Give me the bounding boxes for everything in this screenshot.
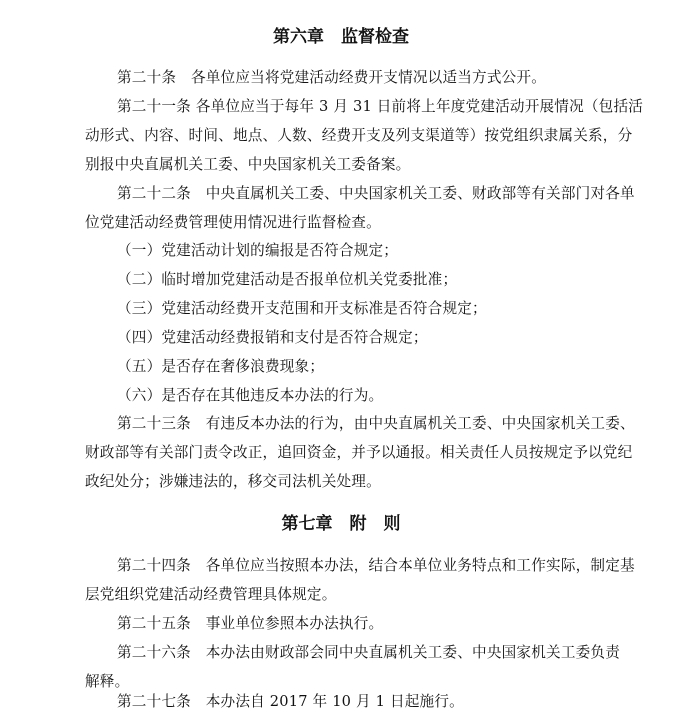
item-5: （五）是否存在奢侈浪费现象；	[117, 358, 325, 375]
item-1: （一）党建活动计划的编报是否符合规定；	[117, 242, 399, 259]
article-27: 第二十七条 本办法自 2017 年 10 月 1 日起施行。	[117, 693, 464, 710]
article-21-line-1: 第二十一条 各单位应当于每年 3 月 31 日前将上年度党建活动开展情况（包括活	[117, 98, 644, 115]
article-22-line-2: 位党建活动经费管理使用情况进行监督检查。	[85, 214, 381, 231]
item-6: （六）是否存在其他违反本办法的行为。	[117, 387, 384, 404]
article-24-line-1: 第二十四条 各单位应当按照本办法，结合本单位业务特点和工作实际，制定基	[117, 557, 635, 574]
article-21-line-2: 动形式、内容、时间、地点、人数、经费开支及列支渠道等）按党组织隶属关系，分	[85, 127, 633, 144]
article-23-line-1: 第二十三条 有违反本办法的行为，由中央直属机关工委、中央国家机关工委、	[117, 415, 635, 432]
article-26-line-1: 第二十六条 本办法由财政部会同中央直属机关工委、中央国家机关工委负责	[117, 644, 620, 661]
article-23-line-3: 政纪处分；涉嫌违法的，移交司法机关处理。	[85, 473, 381, 490]
article-26-line-2: 解释。	[85, 673, 130, 690]
article-23-line-2: 财政部等有关部门责令改正，追回资金，并予以通报。相关责任人员按规定予以党纪	[85, 444, 633, 461]
article-24-line-2: 层党组织党建活动经费管理具体规定。	[85, 586, 337, 603]
item-2: （二）临时增加党建活动是否报单位机关党委批准；	[117, 271, 458, 288]
article-25: 第二十五条 事业单位参照本办法执行。	[117, 615, 384, 632]
article-20: 第二十条 各单位应当将党建活动经费开支情况以适当方式公开。	[117, 69, 547, 86]
item-4: （四）党建活动经费报销和支付是否符合规定；	[117, 329, 428, 346]
article-22-line-1: 第二十二条 中央直属机关工委、中央国家机关工委、财政部等有关部门对各单	[117, 185, 635, 202]
item-3: （三）党建活动经费开支范围和开支标准是否符合规定；	[117, 300, 487, 317]
chapter-6-title: 第六章 监督检查	[273, 27, 409, 47]
chapter-7-title: 第七章 附 则	[281, 514, 401, 534]
article-21-line-3: 别报中央直属机关工委、中央国家机关工委备案。	[85, 156, 411, 173]
